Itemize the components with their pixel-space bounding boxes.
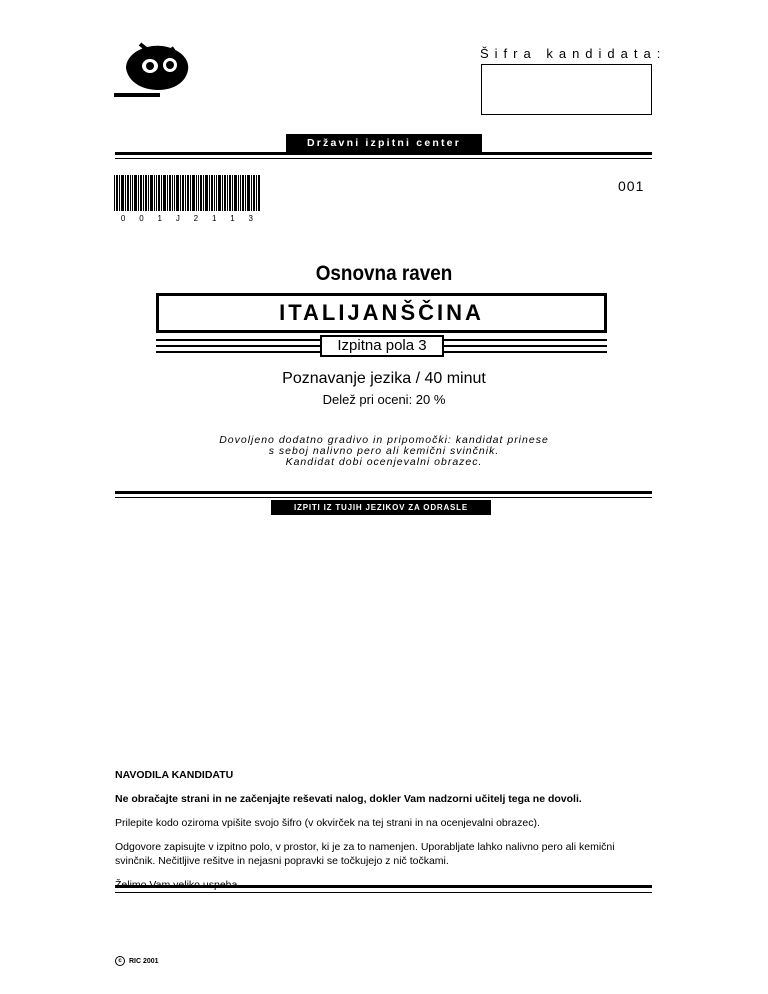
exam-series-label: IZPITI IZ TUJIH JEZIKOV ZA ODRASLE	[271, 500, 491, 515]
candidate-code-box[interactable]	[481, 64, 652, 115]
barcode-digit: 1	[230, 214, 235, 223]
copyright-icon: c	[115, 956, 125, 966]
instructions-section	[115, 768, 655, 902]
instructions-warning: Ne obračajte strani in ne začenjajte reševati nalog, dokler Vam nadzorni učitelj tega ne dovoli.	[115, 793, 582, 805]
subject-title: ITALIJANŠČINA	[156, 293, 607, 333]
allowed-materials	[0, 435, 768, 468]
barcode	[114, 175, 260, 211]
instructions-paragraph: Odgovore zapisujte v izpitno polo, v prostor, ki je za to namenjen. Uporabljate lahko nalivno pero ali kemični svinčnik. Nečitljive rešitve in nejasni popravki se točkujejo z nič točkami.	[115, 841, 615, 867]
barcode-digit: 1	[211, 214, 217, 223]
divider-line	[115, 497, 652, 498]
instructions-paragraph: Prilepite kodo oziroma vpišite svojo šifro (v okvirček na tej strani in na ocenjevalni obrazec).	[115, 817, 540, 829]
divider-line	[115, 885, 652, 888]
exam-code: 001	[618, 178, 645, 194]
allowed-line: Kandidat dobi ocenjevalni obrazec.	[285, 456, 483, 468]
paper-label: Izpitna pola 3	[320, 335, 444, 357]
section-topic: Poznavanje jezika / 40 minut	[282, 370, 486, 387]
copyright-footer	[115, 956, 159, 966]
candidate-code-label: Šifra kandidata:	[480, 46, 667, 61]
allowed-line: s seboj nalivno pero ali kemični svinčnik.	[268, 445, 500, 457]
score-weight: Delež pri oceni: 20 %	[322, 392, 446, 407]
allowed-line: Dovoljeno dodatno gradivo in pripomočki: kandidat prinese	[219, 434, 549, 446]
barcode-digit: 2	[193, 214, 199, 223]
divider-line	[115, 152, 652, 155]
barcode-digit: 1	[157, 214, 162, 223]
ric-owl-logo	[112, 40, 196, 100]
barcode-digit: 3	[248, 214, 253, 223]
barcode-digit: 0	[120, 214, 126, 223]
instructions-title: NAVODILA KANDIDATU	[115, 769, 234, 781]
barcode-digit: 0	[139, 214, 144, 223]
divider-line	[115, 158, 652, 159]
barcode-digit: J	[175, 214, 180, 223]
divider-line	[115, 892, 652, 893]
barcode-digits	[114, 214, 260, 223]
exam-center-name: Državni izpitni center	[286, 134, 482, 152]
divider-line	[115, 491, 652, 494]
copyright-text: RIC 2001	[129, 957, 159, 965]
exam-level: Osnovna raven	[315, 262, 453, 285]
